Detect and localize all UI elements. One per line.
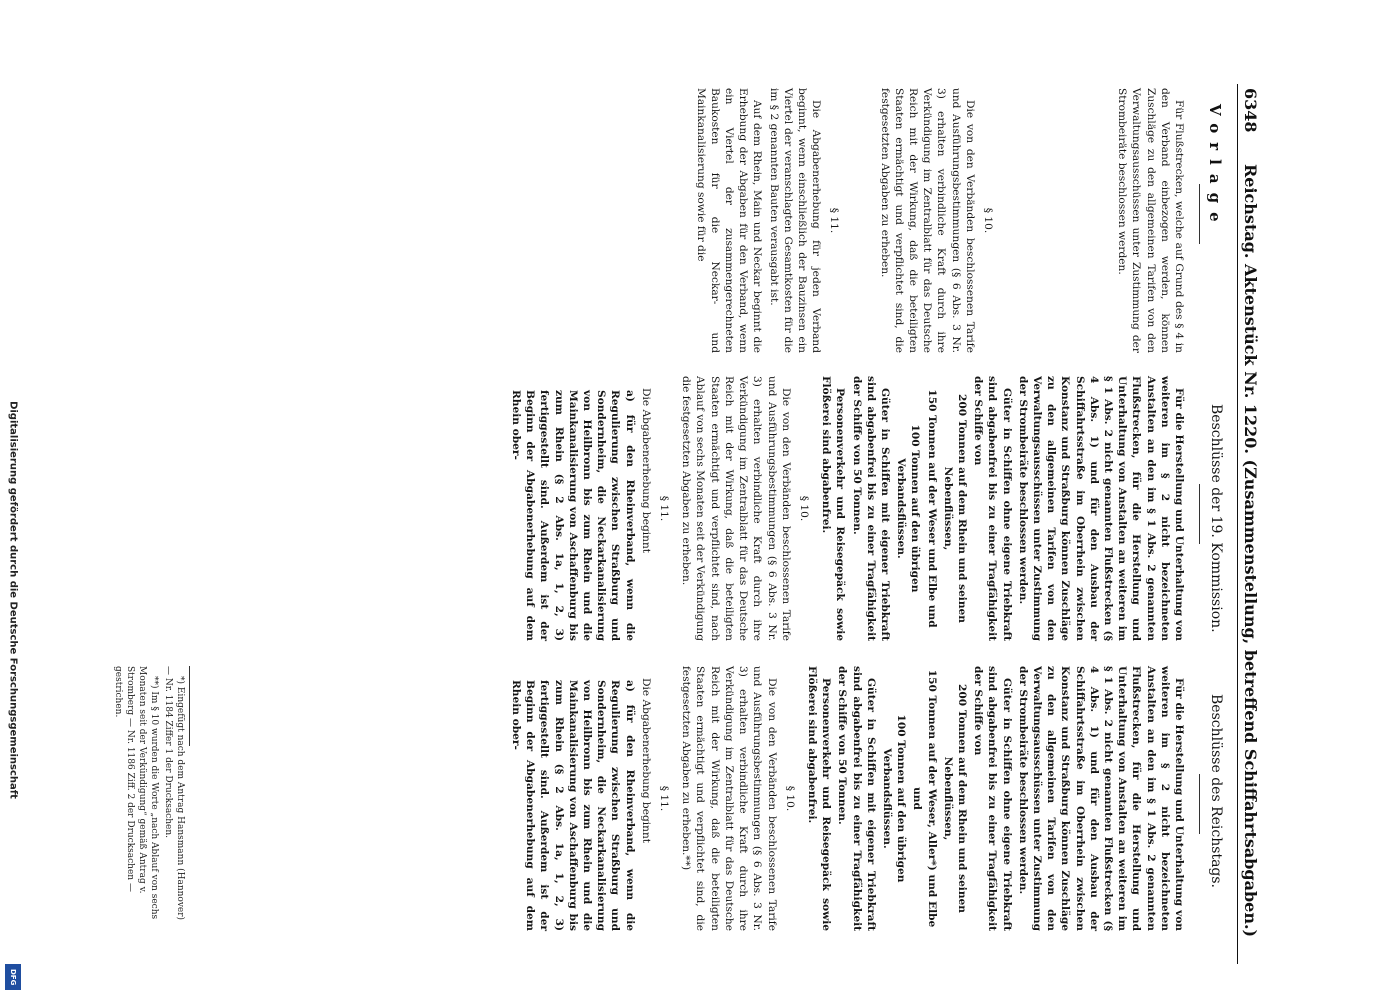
heading-rule [1199, 484, 1200, 544]
section-mark: § 10. [981, 207, 994, 234]
list-item: a) für den Rheinverband, wenn die Regulierung zwischen Straßburg und Sondernheim, die Neckarkanalisierung von Heilbronn bis zum Rhein und die Mainkanalisierung von Aschaffenburg bis zum Rhein (§ 2 Abs. 1a, 1, 2, 3) fertiggestellt sind. Außerdem ist der Beginn der Abgabenerhebung auf dem Rhein ober- [510, 680, 636, 931]
footnote-rule [189, 666, 190, 746]
section-mark: § 11. [828, 207, 841, 234]
paragraph: Für Flußstrecken, welche auf Grund des § 4 in den Verband einbezogen werden, können Zuschläge zu den allgemeinen Tarifen von den Verwaltungsausschüssen unter Zustimmung der Strombeiräte beschlossen werden. [1116, 88, 1185, 353]
paragraph: 150 Tonnen auf der Weser und Elbe und [925, 389, 938, 628]
document-page [107, 74, 1270, 974]
page-header [1237, 84, 1262, 964]
section-mark: § 11. [658, 495, 671, 522]
paragraph: Die von den Verbänden beschlossenen Tarife und Ausführungsbestimmungen (§ 6 Abs. 3 Nr. 3) erhalten verbindliche Kraft durch ihre Verkündigung im Zentralblatt für das Deutsche Reich mit der Wirkung, daß die beteiligten Staaten ermächtigt und verpflichtet sind, nach Ablauf von sechs Monaten seit der Verkündigung die festgesetzten Abgaben zu erheben. [680, 376, 792, 641]
paragraph: Für die Herstellung und Unterhaltung von weiteren im § 2 nicht bezeichneten Anstalten an den im § 1 Abs. 2 genannten Flußstrecken, für die Herstellung und Unterhaltung von Anstalten an weiteren im § 1 Abs. 2 nicht genannten Flußstrecken (§ 4 Abs. 1) und für den Ausbau der Schiffahrtsstraße im Oberrhein zwischen Konstanz und Straßburg können Zuschläge zu den allgemeinen Tarifen von den Verwaltungsausschüssen unter Zustimmung der Strombeiräte beschlossen werden. [1016, 666, 1185, 931]
paragraph: 200 Tonnen auf dem Rhein und seinen Nebenflüssen, [941, 394, 968, 623]
page-number: 6348 [1241, 88, 1260, 133]
paragraph: Die von den Verbänden beschlossenen Tarife und Ausführungsbestimmungen (§ 6 Abs. 3 Nr. 3) erhalten verbindliche Kraft durch ihre Verkündigung im Zentralblatt für das Deutsche Reich mit der Wirkung, daß die beteiligten Staaten ermächtigt und verpflichtet sind, die festgesetzten Abgaben zu erheben. [878, 88, 976, 353]
column-heading-vorlage: Vorlage [1206, 104, 1224, 231]
paragraph: Personenverkehr und Reisegepäck sowie Flößerei sind abgabenfrei. [820, 376, 847, 641]
footnote: *) Eingefügt nach dem Antrag Hansmann (Hannover) — Nr. 1184 Ziffer 1 der Drucksachen. [163, 666, 185, 921]
paragraph: Die von den Verbänden beschlossenen Tarife und Ausführungsbestimmungen (§ 6 Abs. 3 Nr. 3) erhalten verbindliche Kraft durch ihre Verkündigung im Zentralblatt für das Deutsche Reich mit der Wirkung, daß die beteiligten Staaten ermächtigt und verpflichtet sind, die festgesetzten Abgaben zu erheben.**) [680, 666, 778, 931]
credit-text: Digitalisierung gefördert durch die Deutsche Forschungsgemeinschaft [7, 401, 19, 799]
section-mark: § 10. [783, 785, 796, 812]
paragraph: 100 Tonnen auf den übrigen Verbandsflüssen. [895, 424, 922, 593]
footnote: **) Im § 10 wurden die Worte „nach Ablauf von sechs Monaten seit der Verkündigung“ gemäß Antrag v. Stromberg — Nr. 1186 Ziff. 2 der Drucksachen — gestrichen. [113, 666, 159, 920]
paragraph: Güter in Schiffen ohne eigene Triebkraft sind abgabenfrei bis zu einer Tragfähigkeit der Schiffe von [972, 376, 1013, 641]
paragraph: Güter in Schiffen mit eigener Triebkraft sind abgabenfrei bis zu einer Tragfähigkeit der Schiffe von 50 Tonnen. [850, 376, 891, 641]
page-title: Reichstag. Aktenstück Nr. 1220. (Zusammenstellung, betreffend Schiffahrtsabgaben.) [1241, 164, 1260, 938]
paragraph: Güter in Schiffen ohne eigene Triebkraft sind abgabenfrei bis zu einer Tragfähigkeit der Schiffe von [972, 666, 1013, 931]
column-heading-reichstag: Beschlüsse des Reichstags. [1208, 694, 1224, 889]
heading-rule [1199, 774, 1200, 834]
section-mark: § 11. [658, 785, 671, 812]
paragraph: 200 Tonnen auf dem Rhein und seinen Nebenflüssen, [941, 684, 968, 913]
column-reichstag [507, 666, 1186, 931]
paragraph: Die Abgabenerhebung für jeden Verband beginnt, wenn einschließlich der Bauzinsen ein Viertel der veranschlagten Gesamtkosten für die im § 2 genannten Bauten verausgabt ist. [767, 88, 823, 353]
paragraph: Die Abgabenerhebung beginnt [639, 678, 652, 844]
paragraph: 100 Tonnen auf den übrigen Verbandsflüssen. [880, 714, 908, 883]
digitization-credit [2, 0, 24, 1000]
paragraph: Auf dem Rhein, Main und Neckar beginnt die Erhebung der Abgaben für den Verband, wenn ein Viertel der zusammengerechneten Baukosten für die Neckar- und Mainkanalisierung sowie für die [694, 88, 764, 353]
paragraph: Güter in Schiffen mit eigener Triebkraft sind abgabenfrei bis zu einer Tragfähigkeit der Schiffe von 50 Tonnen. [836, 666, 877, 931]
section-mark: § 10. [797, 495, 810, 522]
column-heading-kommission: Beschlüsse der 19. Kommission. [1208, 404, 1224, 633]
heading-rule [1199, 184, 1200, 244]
column-kommission [507, 376, 1186, 641]
column-vorlage [691, 88, 1186, 353]
footnotes [110, 666, 186, 931]
dfg-logo: DFG [5, 964, 21, 990]
list-item: a) für den Rheinverband, wenn die Regulierung zwischen Straßburg und Sondernheim, die Neckarkanalisierung von Heilbronn bis zum Rhein und die Mainkanalisierung von Aschaffenburg bis zum Rhein (§ 2 Abs. 1a, 1, 2, 3) fertiggestellt sind. Außerdem ist der Beginn der Abgabenerhebung auf dem Rhein ober- [510, 390, 636, 641]
paragraph: Für die Herstellung und Unterhaltung von weiteren im § 2 nicht bezeichneten Anstalten an den im § 1 Abs. 2 genannten Flußstrecken, für die Herstellung und Unterhaltung von Anstalten an weiteren im § 1 Abs. 2 nicht genannten Flußstrecken (§ 4 Abs. 1) und für den Ausbau der Schiffahrtsstraße im Oberrhein zwischen Konstanz und Straßburg können Zuschläge zu den allgemeinen Tarifen von den Verwaltungsausschüssen unter Zustimmung der Strombeiräte beschlossen werden. [1016, 376, 1185, 641]
paragraph: Die Abgabenerhebung beginnt [639, 388, 652, 554]
paragraph: Personenverkehr und Reisegepäck sowie Flößerei sind abgabenfrei. [805, 666, 833, 931]
paragraph: 150 Tonnen auf der Weser, Aller*) und Elbe und [911, 669, 938, 928]
